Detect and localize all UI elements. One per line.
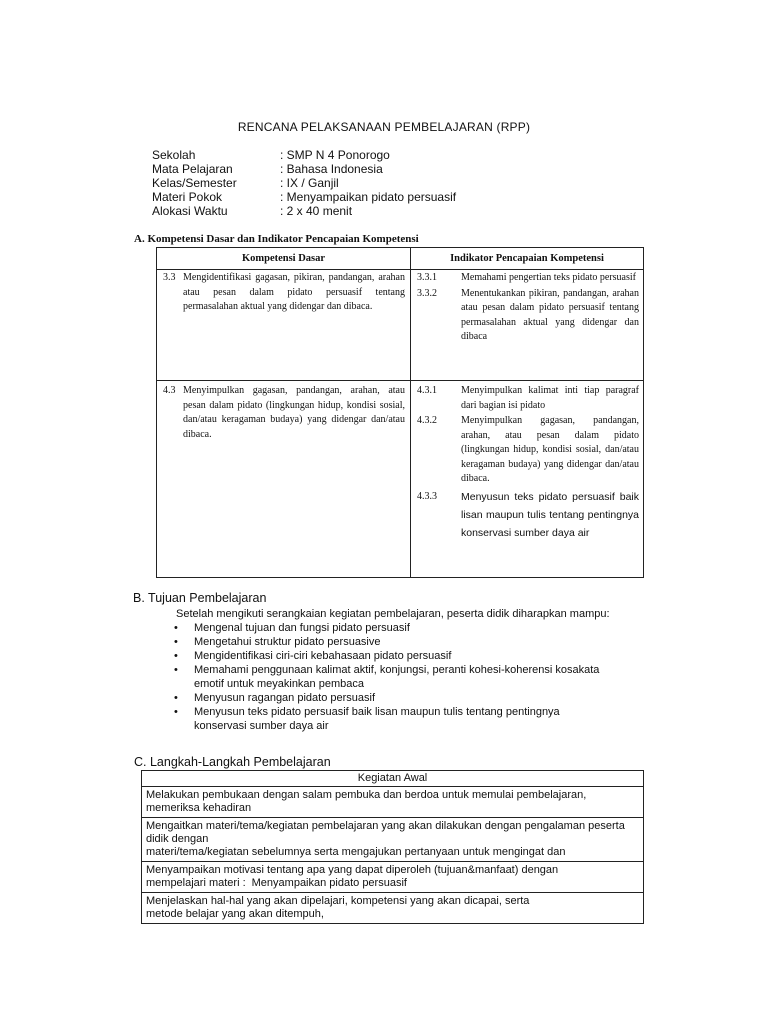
ik-text: Menentukankan pikiran, pandangan, arahan atau pesan dalam pidato persuasif tentang permasalahan aktual yang didengar dan dibaca xyxy=(461,287,639,342)
table-row xyxy=(142,786,643,817)
kd-item xyxy=(163,271,405,315)
info-row-school xyxy=(152,148,456,162)
info-row-class xyxy=(152,176,456,190)
bullet-icon: • xyxy=(174,664,178,676)
kd-number: 3.3 xyxy=(163,272,176,283)
table-cell-text: Mengaitkan materi/tema/kegiatan pembelajaran yang akan dilakukan dengan pengalaman peserta didik dengan xyxy=(146,820,625,845)
list-item xyxy=(174,663,604,691)
bullet-icon: • xyxy=(174,706,178,718)
kd-cell xyxy=(163,384,405,442)
list-item xyxy=(174,691,604,705)
table-row xyxy=(142,892,643,923)
kd-item xyxy=(163,384,405,442)
bullet-icon: • xyxy=(174,692,178,704)
objectives-list xyxy=(174,621,604,733)
topic-value: Menyampaikan pidato persuasif xyxy=(251,877,407,889)
list-item-text: Menyusun teks pidato persuasif baik lisan maupun tulis tentang pentingnya konservasi sumber daya air xyxy=(194,706,560,732)
table-cell-text: metode belajar yang akan ditempuh, xyxy=(146,908,324,920)
table-cell-text: mempelajari materi : xyxy=(146,877,246,889)
ik-item xyxy=(417,384,639,413)
table-row xyxy=(142,861,643,892)
activities-table xyxy=(141,770,644,924)
list-item xyxy=(174,635,604,649)
column-header-kd: Kompetensi Dasar xyxy=(241,253,326,264)
info-value: : SMP N 4 Ponorogo xyxy=(280,148,390,162)
info-label: Sekolah xyxy=(152,148,196,162)
list-item xyxy=(174,621,604,635)
table-cell-text: Melakukan pembukaan dengan salam pembuka dan berdoa untuk memulai pembelajaran, memeriksa kehadiran xyxy=(146,789,587,814)
kd-cell xyxy=(163,271,405,315)
document-title: RENCANA PELAKSANAAN PEMBELAJARAN (RPP) xyxy=(237,120,531,134)
bullet-icon: • xyxy=(174,622,178,634)
info-row-subject xyxy=(152,162,456,176)
info-value: : Bahasa Indonesia xyxy=(280,162,383,176)
info-label: Alokasi Waktu xyxy=(152,204,228,218)
ik-text: Menyimpulkan kalimat inti tiap paragraf dari bagian isi pidato xyxy=(461,385,639,411)
section-a-heading: A. Kompetensi Dasar dan Indikator Pencapaian Kompetensi xyxy=(134,233,419,245)
list-item-text: Memahami penggunaan kalimat aktif, konjungsi, peranti kohesi-koherensi kosakata emotif untuk meyakinkan pembaca xyxy=(194,664,600,690)
column-header-ik: Indikator Pencapaian Kompetensi xyxy=(450,253,604,264)
section-b-intro: Setelah mengikuti serangkaian kegiatan pembelajaran, peserta didik diharapkan mampu: xyxy=(176,608,610,620)
kd-number: 4.3 xyxy=(163,385,176,396)
kd-text: Menyimpulkan gagasan, pandangan, arahan, atau pesan dalam pidato (lingkungan hidup, kondisi sosial, dan/atau keragaman budaya) yang didengar dan/atau dibaca. xyxy=(183,385,405,440)
table-header: Kegiatan Awal xyxy=(357,772,428,784)
info-row-topic xyxy=(152,190,456,204)
table-cell-text: Menyampaikan motivasi tentang apa yang dapat diperoleh (tujuan&manfaat) dengan xyxy=(146,864,559,876)
list-item-text: Mengetahui struktur pidato persuasive xyxy=(194,636,381,648)
list-item-text: Mengidentifikasi ciri-ciri kebahasaan pidato persuasif xyxy=(194,650,452,662)
ik-item xyxy=(417,271,639,286)
section-c-heading: C. Langkah-Langkah Pembelajaran xyxy=(134,755,331,769)
info-value: : Menyampaikan pidato persuasif xyxy=(280,190,457,204)
ik-item xyxy=(417,287,639,345)
table-cell-text: Menjelaskan hal-hal yang akan dipelajari, kompetensi yang akan dicapai, serta xyxy=(146,895,530,907)
bullet-icon: • xyxy=(174,650,178,662)
list-item-text: Mengenal tujuan dan fungsi pidato persuasif xyxy=(194,622,410,634)
ik-text: Menyimpulkan gagasan, pandangan, arahan, atau pesan dalam pidato (lingkungan hidup, kondisi sosial, dan/atau keragaman budaya) yang didengar dan/atau dibaca. xyxy=(461,415,639,484)
table-divider xyxy=(157,269,643,270)
ik-item xyxy=(417,488,639,542)
info-label: Mata Pelajaran xyxy=(152,162,233,176)
ik-number: 3.3.2 xyxy=(417,287,437,299)
ik-item xyxy=(417,414,639,487)
table-cell-text: materi/tema/kegiatan sebelumnya serta mengajukan pertanyaan untuk mengingat dan xyxy=(146,846,566,858)
competency-table xyxy=(156,247,644,578)
ik-cell xyxy=(417,271,639,346)
table-cell-line xyxy=(146,877,639,890)
ik-number: 4.3.1 xyxy=(417,385,437,396)
table-row xyxy=(142,817,643,861)
info-label: Materi Pokok xyxy=(152,190,223,204)
ik-number: 4.3.3 xyxy=(417,490,437,502)
list-item-text: Menyusun ragangan pidato persuasif xyxy=(194,692,376,704)
identity-block xyxy=(152,148,456,218)
table-divider xyxy=(410,248,411,577)
list-item xyxy=(174,705,604,733)
list-item xyxy=(174,649,604,663)
bullet-icon: • xyxy=(174,636,178,648)
ik-text: Menyusun teks pidato persuasif baik lisan maupun tulis tentang pentingnya konservasi sumber daya air xyxy=(461,490,639,539)
section-b-heading: B. Tujuan Pembelajaran xyxy=(133,591,267,605)
ik-number: 4.3.2 xyxy=(417,415,437,426)
info-value: : IX / Ganjil xyxy=(280,176,339,190)
kd-text: Mengidentifikasi gagasan, pikiran, pandangan, arahan atau pesan dalam pidato persuasif tentang permasalahan aktual yang didengar dan dibaca. xyxy=(183,272,405,312)
ik-number: 3.3.1 xyxy=(417,272,437,283)
info-label: Kelas/Semester xyxy=(152,176,237,190)
table-divider xyxy=(157,380,643,381)
ik-text: Memahami pengertian teks pidato persuasif xyxy=(461,272,636,283)
info-row-time xyxy=(152,204,456,218)
info-value: : 2 x 40 menit xyxy=(280,204,353,218)
ik-cell xyxy=(417,384,639,543)
